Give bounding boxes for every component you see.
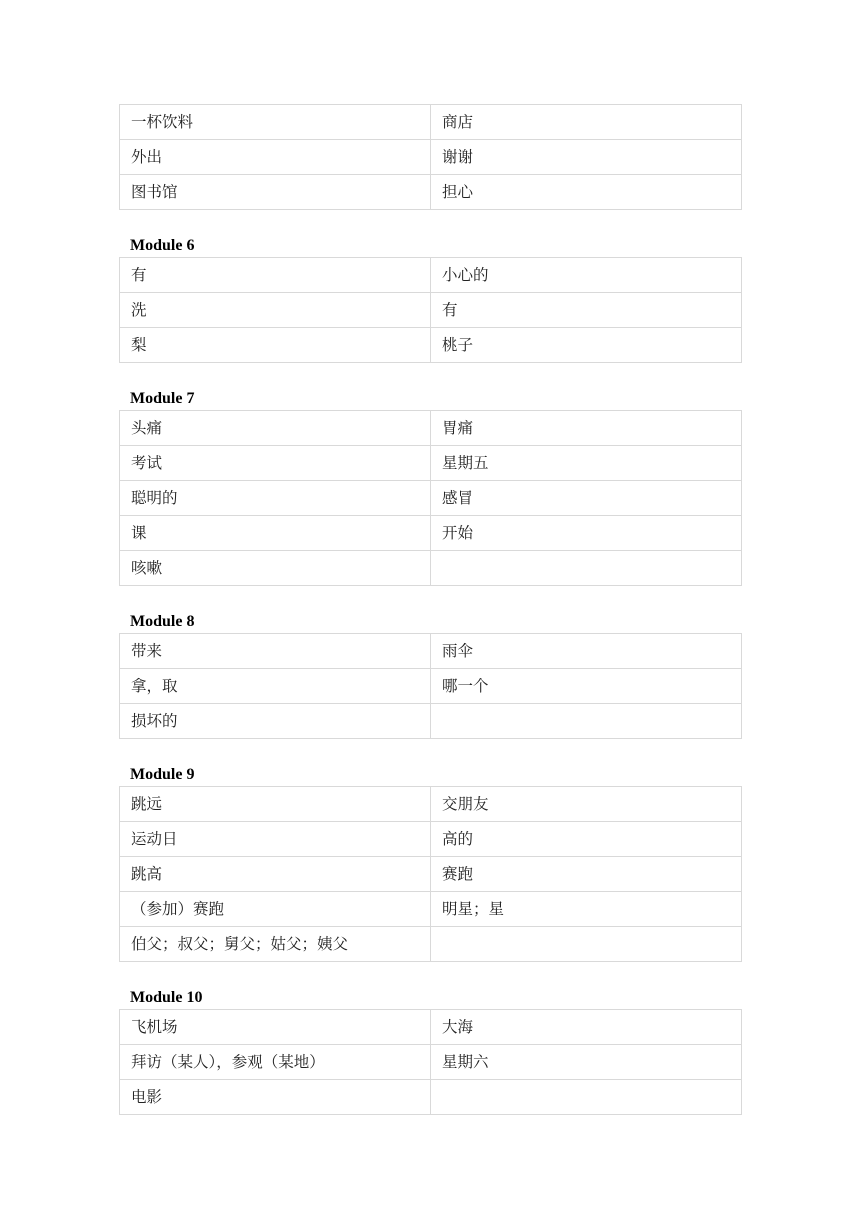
vocab-cell-right: 感冒 — [431, 481, 742, 516]
vocab-cell-right: 商店 — [431, 105, 742, 140]
vocab-cell-left: 拜访（某人），参观（某地） — [120, 1045, 431, 1080]
vocab-cell-right: 有 — [431, 293, 742, 328]
vocab-cell-left: 一杯饮料 — [120, 105, 431, 140]
table-row — [120, 105, 742, 140]
table-row — [120, 892, 742, 927]
vocab-cell-right — [431, 1080, 742, 1115]
vocab-cell-right: 担心 — [431, 175, 742, 210]
table-row — [120, 927, 742, 962]
vocab-cell-right: 高的 — [431, 822, 742, 857]
table-row — [120, 1010, 742, 1045]
table-row — [120, 669, 742, 704]
vocab-cell-right — [431, 551, 742, 586]
vocab-cell-left: 咳嗽 — [120, 551, 431, 586]
vocabulary-table — [119, 633, 742, 739]
table-row — [120, 175, 742, 210]
table-row — [120, 516, 742, 551]
vocab-cell-right: 交朋友 — [431, 787, 742, 822]
vocab-cell-right: 哪一个 — [431, 669, 742, 704]
module-heading: Module 7 — [130, 390, 195, 407]
vocab-cell-right — [431, 704, 742, 739]
vocab-cell-left: 课 — [120, 516, 431, 551]
module-section — [119, 962, 741, 1115]
table-row — [120, 857, 742, 892]
vocab-cell-right: 谢谢 — [431, 140, 742, 175]
vocab-cell-left: 带来 — [120, 634, 431, 669]
vocab-cell-right: 明星；星 — [431, 892, 742, 927]
vocab-cell-left: 损坏的 — [120, 704, 431, 739]
table-row — [120, 822, 742, 857]
module-heading: Module 6 — [130, 237, 195, 254]
table-row — [120, 140, 742, 175]
table-row — [120, 411, 742, 446]
vocab-cell-left: 跳高 — [120, 857, 431, 892]
table-row — [120, 446, 742, 481]
vocab-cell-right: 星期五 — [431, 446, 742, 481]
vocabulary-table — [119, 104, 742, 210]
vocab-cell-left: 聪明的 — [120, 481, 431, 516]
vocab-cell-left: 伯父；叔父；舅父；姑父；姨父 — [120, 927, 431, 962]
vocab-cell-right: 赛跑 — [431, 857, 742, 892]
vocabulary-table — [119, 257, 742, 363]
table-row — [120, 258, 742, 293]
table-row — [120, 293, 742, 328]
table-row — [120, 551, 742, 586]
table-row — [120, 634, 742, 669]
vocab-cell-left: 电影 — [120, 1080, 431, 1115]
vocab-cell-left: 拿，取 — [120, 669, 431, 704]
module-section — [119, 104, 741, 210]
table-row — [120, 328, 742, 363]
vocab-cell-left: 飞机场 — [120, 1010, 431, 1045]
vocab-cell-left: 考试 — [120, 446, 431, 481]
module-heading: Module 9 — [130, 766, 195, 783]
vocab-cell-right: 大海 — [431, 1010, 742, 1045]
vocab-cell-left: 有 — [120, 258, 431, 293]
vocab-cell-right: 桃子 — [431, 328, 742, 363]
vocab-cell-left: 头痛 — [120, 411, 431, 446]
vocab-cell-left: 洗 — [120, 293, 431, 328]
vocab-cell-right: 开始 — [431, 516, 742, 551]
vocabulary-table — [119, 1009, 742, 1115]
vocab-cell-left: （参加）赛跑 — [120, 892, 431, 927]
table-row — [120, 704, 742, 739]
module-section — [119, 739, 741, 962]
table-row — [120, 1045, 742, 1080]
vocabulary-list — [119, 104, 741, 1115]
vocab-cell-left: 图书馆 — [120, 175, 431, 210]
table-row — [120, 787, 742, 822]
vocab-cell-left: 跳远 — [120, 787, 431, 822]
vocab-cell-left: 运动日 — [120, 822, 431, 857]
vocab-cell-left: 梨 — [120, 328, 431, 363]
module-section — [119, 586, 741, 739]
table-row — [120, 1080, 742, 1115]
vocab-cell-right: 星期六 — [431, 1045, 742, 1080]
module-section — [119, 363, 741, 586]
module-heading: Module 8 — [130, 613, 195, 630]
module-section — [119, 210, 741, 363]
vocab-cell-right: 雨伞 — [431, 634, 742, 669]
vocab-cell-left: 外出 — [120, 140, 431, 175]
vocabulary-table — [119, 786, 742, 962]
vocab-cell-right: 胃痛 — [431, 411, 742, 446]
vocab-cell-right — [431, 927, 742, 962]
vocabulary-table — [119, 410, 742, 586]
table-row — [120, 481, 742, 516]
module-heading: Module 10 — [130, 989, 203, 1006]
vocab-cell-right: 小心的 — [431, 258, 742, 293]
